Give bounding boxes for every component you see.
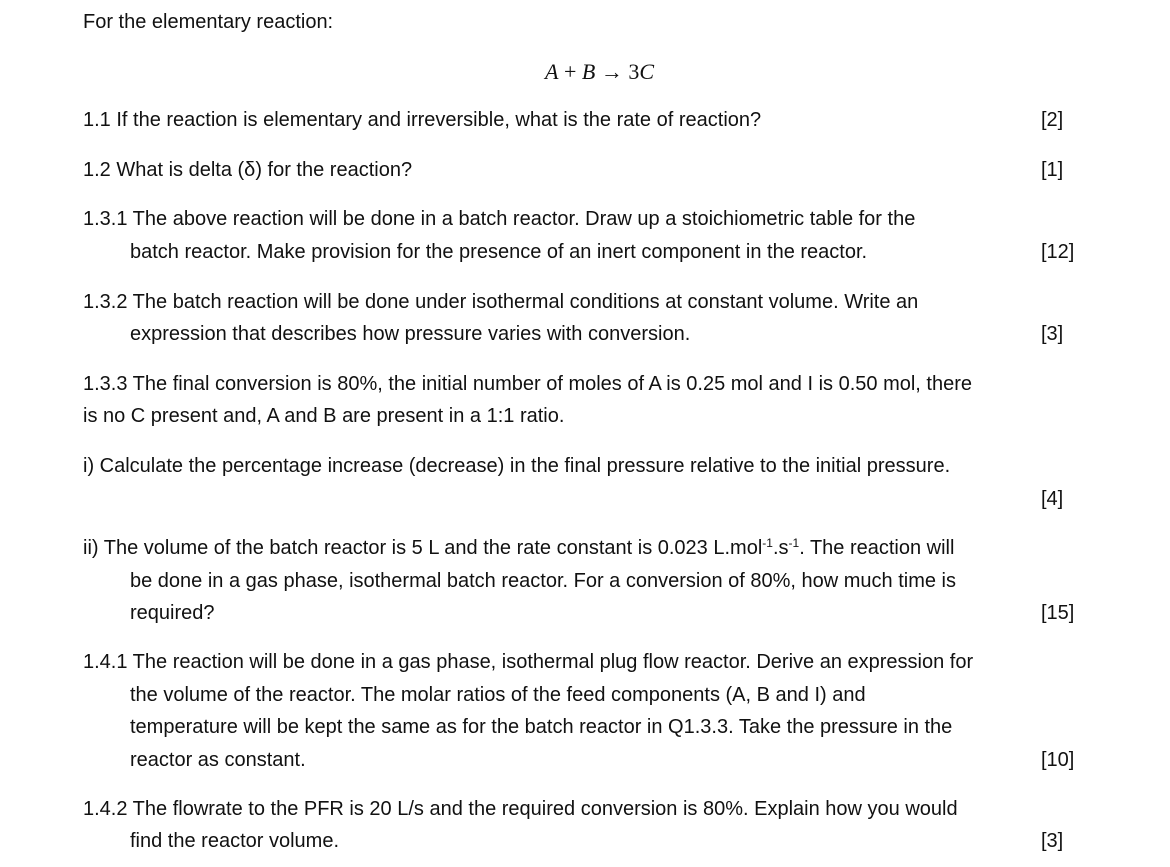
question-1-3-1-line2: batch reactor. Make provision for the presence of an inert component in the reactor. — [130, 241, 868, 263]
question-1-1-marks: [2] — [1041, 109, 1064, 131]
question-ii-text-a: ii) The volume of the batch reactor is 5 L and the rate constant is 0.023 L.mol — [83, 537, 763, 559]
question-i-text: i) Calculate the percentage increase (decrease) in the final pressure relative to the initial pressure. — [83, 455, 951, 477]
question-ii-marks: [15] — [1041, 602, 1075, 624]
species-c: C — [639, 59, 655, 84]
question-1-2-marks: [1] — [1041, 159, 1064, 181]
plus-sign: + — [563, 59, 577, 84]
question-ii-line2: be done in a gas phase, isothermal batch reactor. For a conversion of 80%, how much time is — [130, 570, 956, 592]
question-ii-text-b: .s — [772, 537, 789, 559]
reaction-equation — [545, 60, 654, 84]
question-1-3-2-marks: [3] — [1041, 323, 1064, 345]
question-1-4-2-line2: find the reactor volume. — [130, 830, 339, 852]
question-1-4-1-line2: the volume of the reactor. The molar ratios of the feed components (A, B and I) and — [130, 684, 866, 706]
question-1-3-2-line1: 1.3.2 The batch reaction will be done under isothermal conditions at constant volume. Write an — [83, 291, 919, 313]
species-a: A — [545, 59, 559, 84]
question-ii-exponent-1: -1 — [762, 536, 773, 550]
question-1-4-2-line1: 1.4.2 The flowrate to the PFR is 20 L/s and the required conversion is 80%. Explain how you would — [83, 798, 958, 820]
species-b: B — [581, 59, 596, 84]
question-1-2-text: 1.2 What is delta (δ) for the reaction? — [83, 159, 413, 181]
question-1-4-1-line4: reactor as constant. — [130, 749, 306, 771]
question-1-4-1-marks: [10] — [1041, 749, 1075, 771]
question-1-4-1-line3: temperature will be kept the same as for the batch reactor in Q1.3.3. Take the pressure in the — [130, 716, 953, 738]
question-ii-line3: required? — [130, 602, 215, 624]
question-ii-line1 — [83, 536, 954, 560]
intro-text: For the elementary reaction: — [83, 11, 334, 33]
question-1-4-1-line1: 1.4.1 The reaction will be done in a gas phase, isothermal plug flow reactor. Derive an expression for — [83, 651, 974, 673]
question-i-marks: [4] — [1041, 488, 1064, 510]
question-1-3-1-marks: [12] — [1041, 241, 1075, 263]
question-ii-exponent-2: -1 — [788, 536, 800, 550]
stoich-coefficient: 3 — [628, 59, 640, 84]
question-1-4-2-marks: [3] — [1041, 830, 1064, 852]
question-1-3-3-line2: is no C present and, A and B are present in a 1:1 ratio. — [83, 405, 565, 427]
question-1-1-text: 1.1 If the reaction is elementary and irreversible, what is the rate of reaction? — [83, 109, 762, 131]
reaction-arrow: → — [600, 59, 623, 84]
question-1-3-3-line1: 1.3.3 The final conversion is 80%, the initial number of moles of A is 0.25 mol and I is 0.50 mol, there — [83, 373, 973, 395]
question-1-3-2-line2: expression that describes how pressure varies with conversion. — [130, 323, 691, 345]
question-ii-text-c: . The reaction will — [799, 537, 955, 559]
question-1-3-1-line1: 1.3.1 The above reaction will be done in a batch reactor. Draw up a stoichiometric table for the — [83, 208, 916, 230]
